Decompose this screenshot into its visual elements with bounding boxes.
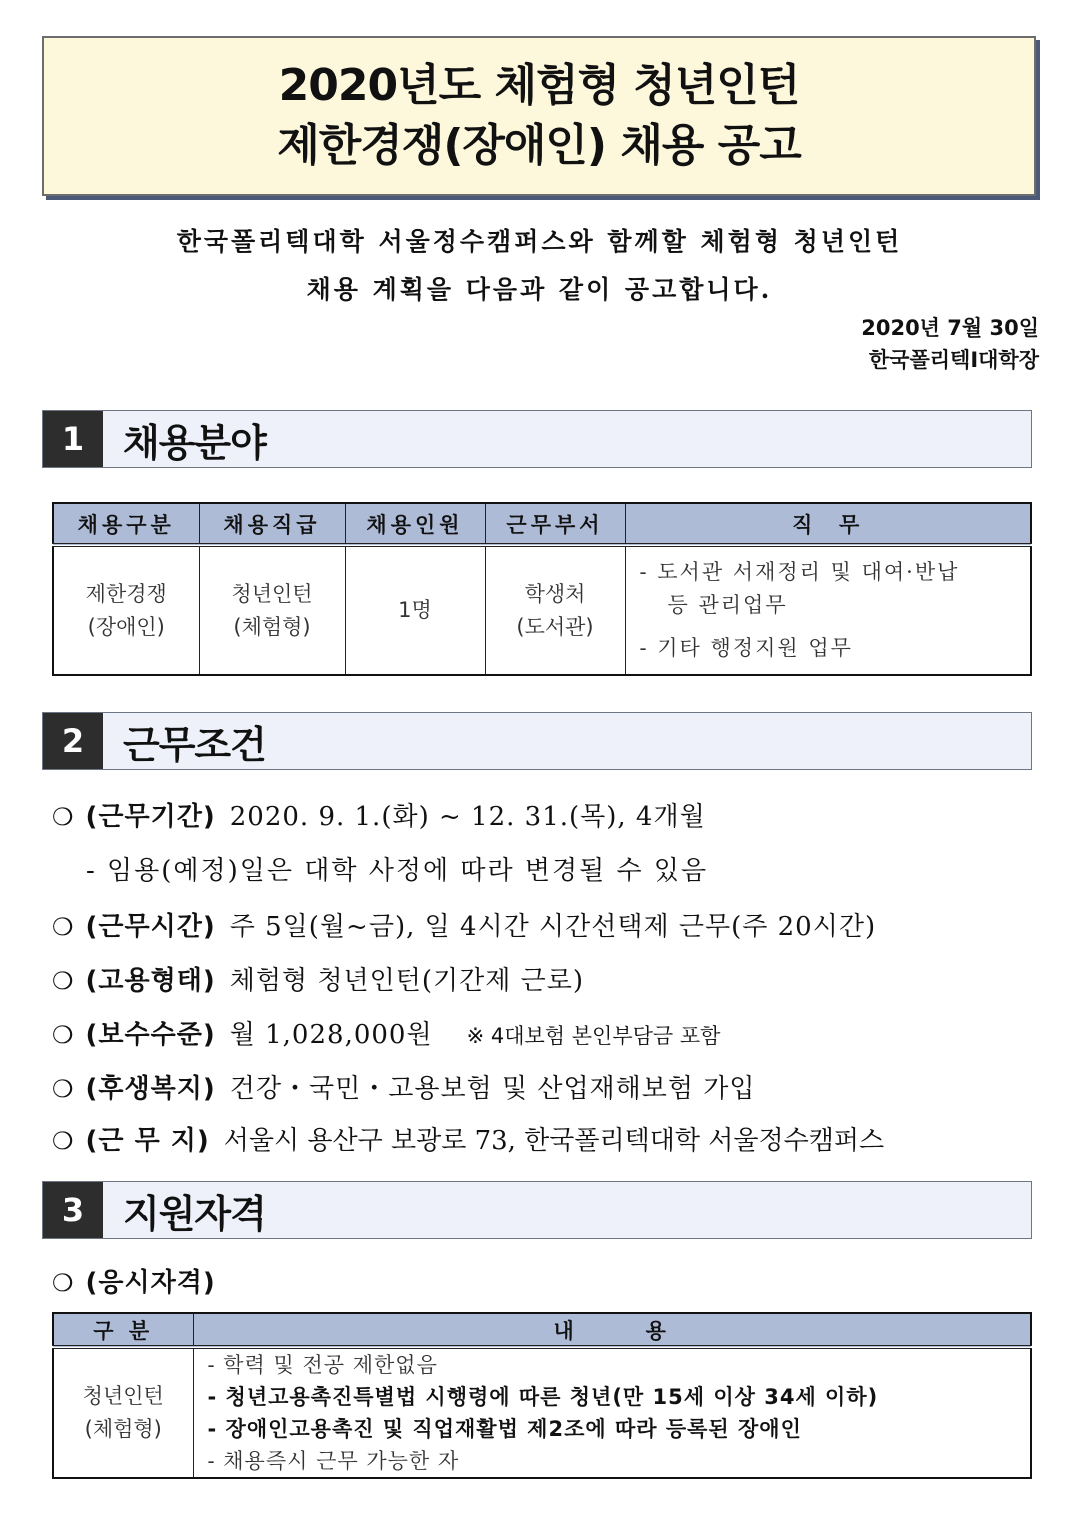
qualification-line-3: - 장애인고용촉진 및 직업재활법 제2조에 따라 등록된 장애인 bbox=[207, 1417, 802, 1441]
cell-category-line-2: (장애인) bbox=[87, 614, 165, 639]
section-1-header bbox=[42, 410, 1032, 468]
bullet-circle-icon: ❍ bbox=[52, 967, 74, 995]
duty-line-1-cont: 등 관리업무 bbox=[667, 593, 788, 617]
cell-count: 1명 bbox=[345, 545, 485, 675]
bullet-circle-icon: ❍ bbox=[52, 1127, 74, 1155]
condition-label: (고용형태) bbox=[85, 966, 216, 996]
col-header-division: 구 분 bbox=[53, 1313, 193, 1347]
table-row bbox=[53, 545, 1031, 675]
duty-line-1: - 도서관 서재정리 및 대여·반납 bbox=[639, 560, 960, 584]
section-2-header bbox=[42, 712, 1032, 770]
condition-label: (보수수준) bbox=[85, 1020, 216, 1050]
condition-value: 건강・국민・고용보험 및 산업재해보험 가입 bbox=[229, 1074, 756, 1104]
table-row bbox=[53, 1347, 1031, 1478]
cell-grade bbox=[199, 545, 345, 675]
cell-division-line-1: 청년인턴 bbox=[82, 1384, 164, 1408]
cell-content bbox=[193, 1347, 1031, 1478]
bullet-circle-icon: ❍ bbox=[52, 1269, 74, 1297]
intro-line-2: 채용 계획을 다음과 같이 공고합니다. bbox=[306, 275, 773, 304]
condition-label: (근무시간) bbox=[85, 912, 216, 942]
condition-period bbox=[52, 796, 706, 833]
notice-date: 2020년 7월 30일 bbox=[861, 316, 1039, 340]
condition-value: 월 1,028,000원 bbox=[229, 1020, 433, 1050]
condition-value: 주 5일(월~금), 일 4시간 시간선택제 근무(주 20시간) bbox=[229, 912, 877, 942]
cell-category-line-1: 제한경쟁 bbox=[85, 581, 167, 606]
col-header-category: 채용구분 bbox=[53, 503, 199, 545]
section-2-number: 2 bbox=[43, 713, 103, 769]
condition-value: 서울시 용산구 보광로 73, 한국폴리텍대학 서울정수캠퍼스 bbox=[223, 1126, 885, 1156]
recruit-table bbox=[52, 502, 1032, 676]
col-header-dept: 근무부서 bbox=[485, 503, 625, 545]
section-3-number: 3 bbox=[43, 1182, 103, 1238]
cell-grade-line-1: 청년인턴 bbox=[231, 581, 313, 606]
col-header-content: 내 용 bbox=[193, 1313, 1031, 1347]
section-3-title: 지원자격 bbox=[123, 1191, 266, 1236]
notice-issuer: 한국폴리텍I대학장 bbox=[868, 348, 1039, 372]
title-line-1: 2020년도 체험형 청년인턴 bbox=[278, 60, 800, 111]
bullet-circle-icon: ❍ bbox=[52, 1075, 74, 1103]
condition-value: 2020. 9. 1.(화) ~ 12. 31.(목), 4개월 bbox=[229, 802, 706, 832]
condition-period-note: - 임용(예정)일은 대학 사정에 따라 변경될 수 있음 bbox=[86, 856, 709, 886]
condition-label: (근 무 지) bbox=[85, 1126, 210, 1156]
condition-location bbox=[52, 1120, 884, 1157]
cell-grade-line-2: (체험형) bbox=[233, 614, 311, 639]
qualification-heading bbox=[52, 1262, 230, 1299]
cell-dept-line-2: (도서관) bbox=[516, 614, 594, 639]
bullet-circle-icon: ❍ bbox=[52, 1021, 74, 1049]
qualification-table-header bbox=[53, 1313, 1031, 1347]
intro-line-1: 한국폴리텍대학 서울정수캠퍼스와 함께할 체험형 청년인턴 bbox=[176, 227, 903, 256]
qualification-line-2: - 청년고용촉진특별법 시행령에 따른 청년(만 15세 이상 34세 이하) bbox=[207, 1385, 879, 1409]
qualification-line-4: - 채용즉시 근무 가능한 자 bbox=[207, 1449, 460, 1473]
section-1-number: 1 bbox=[43, 411, 103, 467]
recruit-table-header bbox=[53, 503, 1031, 545]
cell-dept bbox=[485, 545, 625, 675]
col-header-count: 채용인원 bbox=[345, 503, 485, 545]
cell-division bbox=[53, 1347, 193, 1478]
section-2-title: 근무조건 bbox=[123, 722, 266, 767]
condition-salary-note: ※ 4대보험 본인부담금 포함 bbox=[466, 1024, 721, 1048]
condition-value: 체험형 청년인턴(기간제 근로) bbox=[229, 966, 584, 996]
condition-label: (근무기간) bbox=[85, 802, 216, 832]
cell-category bbox=[53, 545, 199, 675]
qualification-line-1: - 학력 및 전공 제한없음 bbox=[207, 1353, 438, 1377]
qualification-label: (응시자격) bbox=[85, 1268, 216, 1298]
condition-salary bbox=[52, 1014, 720, 1051]
duty-line-2: - 기타 행정지원 업무 bbox=[639, 636, 853, 660]
cell-duty bbox=[625, 545, 1031, 675]
col-header-duty: 직 무 bbox=[625, 503, 1031, 545]
col-header-grade: 채용직급 bbox=[199, 503, 345, 545]
condition-welfare bbox=[52, 1068, 756, 1105]
bullet-circle-icon: ❍ bbox=[52, 913, 74, 941]
condition-label: (후생복지) bbox=[85, 1074, 216, 1104]
condition-hours bbox=[52, 906, 876, 943]
title-line-2: 제한경쟁(장애인) 채용 공고 bbox=[277, 120, 801, 171]
bullet-circle-icon: ❍ bbox=[52, 803, 74, 831]
section-1-title: 채용분야 bbox=[123, 420, 266, 465]
section-3-header bbox=[42, 1181, 1032, 1239]
cell-dept-line-1: 학생처 bbox=[524, 581, 586, 606]
qualification-table bbox=[52, 1312, 1032, 1479]
title-box bbox=[42, 36, 1036, 196]
cell-division-line-2: (체험형) bbox=[84, 1417, 162, 1441]
condition-employment-type bbox=[52, 960, 584, 997]
